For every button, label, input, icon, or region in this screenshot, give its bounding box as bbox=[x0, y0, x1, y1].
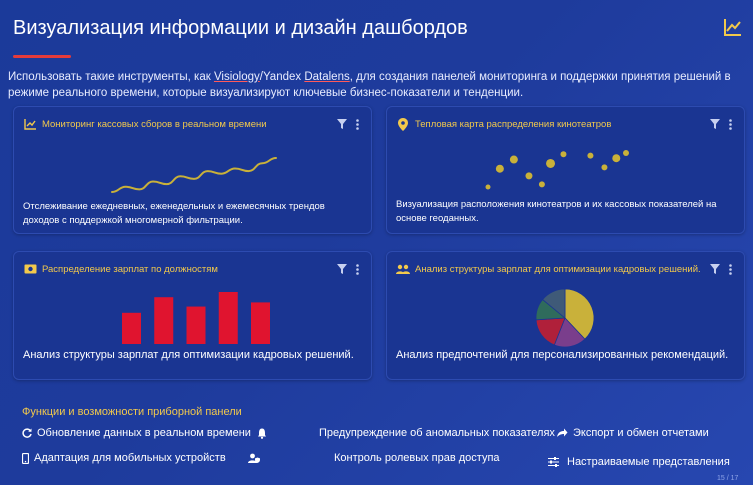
card-salary-distribution bbox=[13, 251, 372, 380]
card-description: Анализ структуры зарплат для оптимизации кадровых решений. bbox=[23, 349, 354, 361]
filter-icon[interactable] bbox=[337, 264, 347, 274]
feature-label: Экспорт и обмен отчетами bbox=[573, 427, 709, 439]
cinema-point bbox=[496, 165, 504, 173]
intro-paragraph bbox=[8, 69, 743, 101]
filter-icon[interactable] bbox=[337, 119, 347, 129]
feature-realtime-refresh bbox=[22, 427, 272, 439]
cinema-point bbox=[560, 151, 566, 157]
feature-label: Адаптация для мобильных устройств bbox=[34, 452, 226, 464]
mobile-icon bbox=[22, 453, 29, 464]
feature-label: Обновление данных в реальном времени bbox=[37, 427, 251, 439]
card-title: Анализ структуры зарплат для оптимизации кадровых решений. bbox=[415, 263, 701, 275]
refresh-icon bbox=[22, 428, 32, 438]
bell-icon bbox=[257, 428, 267, 439]
cinema-point bbox=[612, 154, 620, 162]
page-title: Визуализация информации и дизайн дашбордов bbox=[13, 17, 468, 39]
card-box-office bbox=[13, 106, 372, 234]
filter-icon[interactable] bbox=[710, 264, 720, 274]
feature-mobile-adaptation bbox=[22, 452, 265, 464]
trend-chart-icon bbox=[723, 17, 743, 37]
salary-bar bbox=[122, 313, 141, 344]
money-icon bbox=[23, 262, 37, 276]
intro-text-start: Использовать такие инструменты, как bbox=[8, 71, 214, 83]
feature-label: Контроль ролевых прав доступа bbox=[334, 452, 500, 464]
feature-custom-views bbox=[548, 456, 730, 468]
cinema-point bbox=[546, 159, 555, 168]
users-icon bbox=[396, 262, 410, 276]
more-icon[interactable] bbox=[729, 119, 732, 130]
more-icon[interactable] bbox=[356, 264, 359, 275]
feature-label: Предупреждение об аномальных показателях bbox=[319, 427, 555, 439]
sliders-icon bbox=[548, 457, 559, 467]
more-icon[interactable] bbox=[356, 119, 359, 130]
share-icon bbox=[556, 428, 568, 438]
card-title: Тепловая карта распределения кинотеатров bbox=[415, 118, 612, 130]
feature-role-access bbox=[334, 452, 500, 464]
more-icon[interactable] bbox=[729, 264, 732, 275]
intro-text-end: , для создания панелей мониторинга и поддержки принятия решений в режиме реального времени, которые визуализируют ключевые бизнес-показатели и тенденции. bbox=[8, 71, 731, 99]
cinema-point bbox=[486, 185, 491, 190]
feature-anomaly-alert bbox=[319, 427, 555, 439]
cinema-point bbox=[601, 164, 607, 170]
card-cinema-heatmap bbox=[386, 106, 745, 234]
tool-visiology: Visiology bbox=[213, 71, 260, 83]
card-description: Визуализация расположения кинотеатров и их кассовых показателей на основе геоданных. bbox=[396, 199, 717, 224]
page-number: 15 / 17 bbox=[717, 475, 739, 482]
card-title: Мониторинг кассовых сборов в реальном времени bbox=[42, 118, 267, 130]
cinema-point bbox=[510, 156, 518, 164]
feature-label: Настраиваемые представления bbox=[567, 456, 730, 468]
revenue-line-chart bbox=[109, 155, 279, 195]
intro-separator: /Yandex bbox=[259, 71, 305, 83]
salary-bar bbox=[154, 297, 173, 344]
cinema-point bbox=[587, 153, 593, 159]
salary-bar bbox=[187, 307, 206, 344]
line-chart-icon bbox=[23, 117, 37, 131]
cinema-point bbox=[525, 172, 532, 179]
map-pin-icon bbox=[396, 117, 410, 131]
card-salary-structure bbox=[386, 251, 745, 380]
user-shield-icon bbox=[248, 453, 260, 464]
cinema-scatter-map bbox=[482, 147, 632, 193]
salary-bar bbox=[219, 292, 238, 344]
cinema-point bbox=[623, 150, 629, 156]
salary-bar bbox=[251, 302, 270, 344]
features-title: Функции и возможности приборной панели bbox=[22, 406, 242, 418]
feature-export-share bbox=[556, 427, 709, 439]
card-description: Анализ предпочтений для персонализированных рекомендаций. bbox=[396, 349, 729, 361]
title-accent-line bbox=[13, 55, 71, 58]
salary-pie-chart bbox=[533, 286, 597, 350]
salary-bar-chart bbox=[122, 292, 270, 344]
filter-icon[interactable] bbox=[710, 119, 720, 129]
card-title: Распределение зарплат по должностям bbox=[42, 263, 218, 275]
cinema-point bbox=[539, 181, 545, 187]
card-description: Отслеживание ежедневных, еженедельных и ежемесячных трендов доходов с поддержкой многомерной фильтрации. bbox=[23, 201, 325, 226]
tool-datalens: Datalens bbox=[304, 71, 350, 83]
revenue-series-line bbox=[112, 158, 276, 192]
